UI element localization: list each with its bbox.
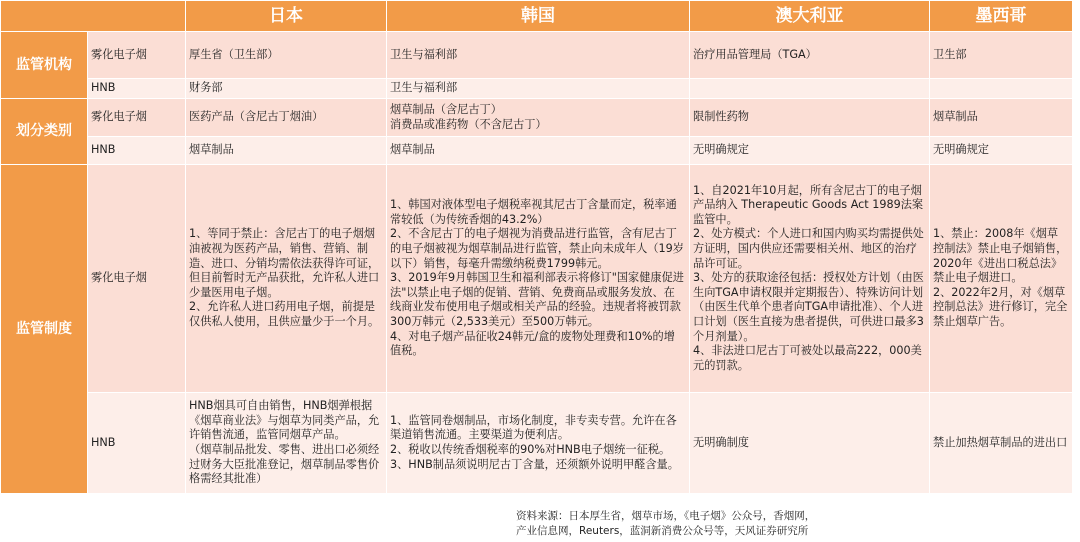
subtype-cell: HNB bbox=[88, 393, 186, 494]
mexico-cell: 1、禁止：2008年《烟草控制法》禁止电子烟销售，2020年《进出口税总法》禁止电子烟进口。 2、2022年2月，对《烟草控制总法》进行修订，完全禁止烟草广告。 bbox=[930, 165, 1073, 393]
korea-cell: 卫生与福利部 bbox=[387, 32, 690, 79]
subtype-cell: 雾化电子烟 bbox=[88, 99, 186, 137]
header-japan: 日本 bbox=[186, 1, 387, 32]
korea-cell: 烟草制品（含尼古丁） 消费品或准药物（不含尼古丁） bbox=[387, 99, 690, 137]
subtype-cell: HNB bbox=[88, 79, 186, 99]
korea-cell: 1、监管同卷烟制品，市场化制度，非专卖专营。允许在各渠道销售流通。主要渠道为便利店。 2、税收以传统香烟税率的90%对HNB电子烟统一征税。 3、HNB制品须说明尼古丁含量，还须额外说明甲醛含量。 bbox=[387, 393, 690, 494]
korea-cell: 1、韩国对液体型电子烟税率视其尼古丁含量而定，税率通常较低（为传统香烟的43.2%） 2、不含尼古丁的电子烟视为消费品进行监管，含有尼古丁的电子烟被视为烟草制品进行监管，禁止向未成年人（19岁以下）销售，每毫升需缴纳税费1799韩元。 3、2019年9月韩国卫生和福利部表示将修订"国家健康促进法"以禁止电子烟的促销、营销、免费商品或服务发放、在线商业发布使用电子烟或相关产品的经验。违规者将被罚款300万韩元（2,533美元）至500万韩元。 4、对电子烟产品征收24韩元/盒的废物处理费和10%的增值税。 bbox=[387, 165, 690, 393]
header-mexico: 墨西哥 bbox=[930, 1, 1073, 32]
australia-cell: 限制性药物 bbox=[690, 99, 930, 137]
japan-cell: 烟草制品 bbox=[186, 137, 387, 165]
category-cell: 监管制度 bbox=[1, 165, 88, 494]
japan-cell: 财务部 bbox=[186, 79, 387, 99]
australia-cell: 1、自2021年10月起，所有含尼古丁的电子烟产品纳入 Therapeutic Goods Act 1989法案监管中。 2、处方模式：个人进口和国内购买均需提供处方证明，国内供应还需要相关州、地区的治疗品许可证。 3、处方的获取途径包括：授权处方计划（由医生向TGA申请权限并定期报告）、特殊访问计划（由医生代单个患者向TGA申请批准）、个人进口计划（医生直接为患者提供，可供进口最多3个月剂量）。 4、非法进口尼古丁可被处以最高222，000美元的罚款。 bbox=[690, 165, 930, 393]
table-row bbox=[1, 32, 1073, 79]
japan-cell: 1、等同于禁止：含尼古丁的电子烟烟油被视为医药产品，销售、营销、制造、进口、分销均需依法获得许可证，但目前暂时无产品获批，允许私人进口少量医用电子烟。 2、允许私人进口药用电子烟，前提是仅供私人使用，且供应量少于一个月。 bbox=[186, 165, 387, 393]
australia-cell: 治疗用品管理局（TGA） bbox=[690, 32, 930, 79]
japan-cell: HNB烟具可自由销售，HNB烟弹根据《烟草商业法》与烟草为同类产品，允许销售流通，监管同烟草产品。 （烟草制品批发、零售、进出口必须经过财务大臣批准登记，烟草制品零售价格需经其批准） bbox=[186, 393, 387, 494]
australia-cell bbox=[690, 79, 930, 99]
header-australia: 澳大利亚 bbox=[690, 1, 930, 32]
australia-cell: 无明确规定 bbox=[690, 137, 930, 165]
table-row bbox=[1, 79, 1073, 99]
mexico-cell bbox=[930, 79, 1073, 99]
mexico-cell: 禁止加热烟草制品的进出口 bbox=[930, 393, 1073, 494]
mexico-cell: 卫生部 bbox=[930, 32, 1073, 79]
table-row bbox=[1, 137, 1073, 165]
category-cell: 监管机构 bbox=[1, 32, 88, 99]
japan-cell: 厚生省（卫生部） bbox=[186, 32, 387, 79]
table-row bbox=[1, 393, 1073, 494]
australia-cell: 无明确制度 bbox=[690, 393, 930, 494]
table-row bbox=[1, 165, 1073, 393]
header-row bbox=[1, 1, 1073, 32]
korea-cell: 卫生与福利部 bbox=[387, 79, 690, 99]
mexico-cell: 烟草制品 bbox=[930, 99, 1073, 137]
header-corner bbox=[1, 1, 186, 32]
subtype-cell: HNB bbox=[88, 137, 186, 165]
subtype-cell: 雾化电子烟 bbox=[88, 165, 186, 393]
category-cell: 划分类别 bbox=[1, 99, 88, 165]
japan-cell: 医药产品（含尼古丁烟油） bbox=[186, 99, 387, 137]
header-korea: 韩国 bbox=[387, 1, 690, 32]
mexico-cell: 无明确规定 bbox=[930, 137, 1073, 165]
table-row bbox=[1, 99, 1073, 137]
subtype-cell: 雾化电子烟 bbox=[88, 32, 186, 79]
source-note: 资料来源：日本厚生省，烟草市场，《电子烟》公众号，香烟网， 产业信息网，Reuters，蓝洞新消费公众号等，天风证券研究所 bbox=[516, 510, 816, 537]
korea-cell: 烟草制品 bbox=[387, 137, 690, 165]
